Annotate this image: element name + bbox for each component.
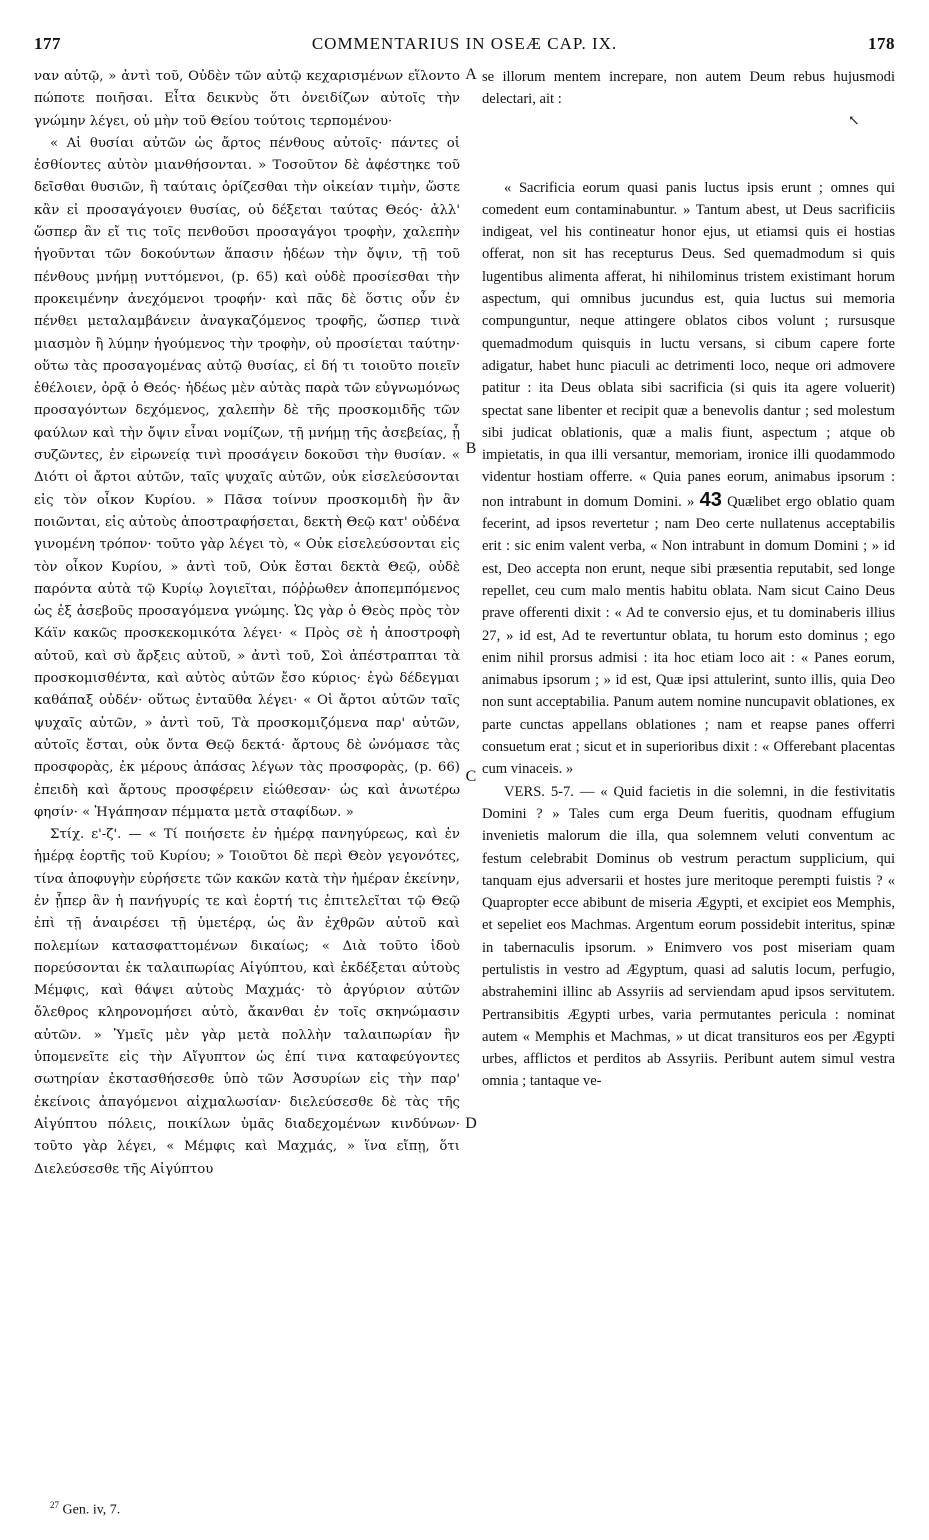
greek-paragraph-1: ναν αὐτῷ, » ἀντὶ τοῦ, Οὐδὲν τῶν αὐτῷ κεχαρισμένων εἵλοντο πώποτε ποιῆσαι. Εἶτα δεικνὺς ὅτι ὀνειδίζων αὐτοῖς τὴν γνώμην λέγει, οὐ μὴν τοῦ Θείου τούτοις τερπομένου· bbox=[34, 69, 460, 129]
greek-paragraph-2: « Αἱ θυσίαι αὐτῶν ὡς ἄρτος πένθους αὐτοῖς· πάντες οἱ ἐσθίοντες αὐτὸν μιανθήσονται. » Τοσοῦτον δὲ ἀφέστηκε τοῦ δεῖσθαι θυσιῶν, ἢ ταύταις ὁρίζεσθαι τὴν οἰκείαν τιμὴν, ὥστε κἂν εἰ προσαγάγοιεν θυσίας, οὐ δέξεται ταύτας Θεός· ἀλλ' ὥσπερ ἂν εἴ τις τοῖς πενθοῦσι προσαγάγοι τροφὴν, χαλεπὴν ἡγοῦνται τῶν δοκούντων ἅπασιν ἡδέων τὴν ὄψιν, τῇ τοῦ πένθους μνήμῃ νυττόμενοι, (p. 65) καὶ οὐδὲ προσίεσθαι τὴν προκειμένην ἀνεχόμενοι τροφήν· καὶ πᾶς δὲ ὅστις οὖν ἐν πένθει μεταλαμβάνειν ἀναγκαζόμενος τροφῆς, ὥσπερ τινὰ μιασμὸν ἢ λύμην ἡγούμενος τὴν τροφὴν, οὐ προσίεται ταύτην· οὕτω τὰς προσαγομένας αὐτῷ θυσίας, εἰ δή τι τοιοῦτο ποιεῖν ἐθέλοιεν, ὁρᾷ ὁ Θεός· ἡδέως μὲν αὐτὰς παρὰ τῶν εὐγνωμόνως προσαγόντων δεχόμενος, χαλεπὴν δὲ τῆς προσκομιδῆς τῶν φαύλων καὶ τὴν ὄψιν εἶναι νομίζων, τῇ μνήμῃ τῆς ἀσεβείας, ᾗ συζῶντες, ἐν εἰρωνείᾳ τινὶ προσάγειν δοκοῦσι τὴν θυσίαν. « Διότι οἱ ἄρτοι αὐτῶν, ταῖς ψυχαῖς αὐτῶν, οὐκ εἰσελεύσονται εἰς τὸν οἶκον Κυρίου. » Πᾶσα τοίνυν προσκομιδὴ ἣν ἂν ποιῶνται, εἰς αὐτοὺς ἀποστραφήσεται, δεκτὴ Θεῷ κατ' οὐδένα γινομένη τρόπον· τοῦτο γὰρ λέγει τὸ, « Οὐκ εἰσελεύσονται εἰς τὸν οἶκον Κυρίου, » ἀντὶ τοῦ, Οὐκ ἔσται δεκτὰ Θεῷ, οὐδὲ παρόντα αὐτὰ τῷ Κυρίῳ λογιεῖται, πόῤῥωθεν ἀποπεμπόμενος ὡς ἐξ ἀσεβοῦς προσαγόμενα γνώμης. Ὡς γὰρ ὁ Θεὸς πρὸς τὸν Κάϊν κακῶς προσκεκομικότα λέγει· « Πρὸς σὲ ἡ ἀποστροφὴ αὐτοῦ, καὶ σὺ ἄρξεις αὐτοῦ, » ἀντὶ τοῦ, Σοὶ ἀπέστραπται τὰ προσκομισθέντα, καὶ αὐτὸς αὐτῶν ἔσο κύριος· ἐγὼ δέδεγμαι καθάπαξ οὐδέν· οὕτως ἐνταῦθα λέγει· « Οἱ ἄρτοι αὐτῶν ταῖς ψυχαῖς αὐτῶν, » ἀντὶ τοῦ, Τὰ προσκομιζόμενα παρ' αὐτῶν, αὐτοῖς ἔσται, οὐκ ὄντα Θεῷ δεκτά· ἄρτους δὲ ὠνόμασε τὰς προσφορὰς, ἐκ μέρους ἁπάσας λέγων τὰς προσφορὰς, (p. 66) ἐπειδὴ καὶ ἄρτους προσφέρειν εἰώθεσαν· ὡς καὶ ἀνωτέρω φησίν· « Ἠγάπησαν πέμματα μετὰ σταφίδων. » bbox=[34, 135, 460, 820]
margin-marker-c: C bbox=[465, 768, 477, 785]
page-header bbox=[34, 34, 895, 58]
latin-paragraph-1-part-a: « Sacrificia eorum quasi panis luctus ipsis erunt ; omnes qui comedent eum contaminabuntur. » Tantum abest, ut Deus sacrificiis indigeat, vel his contineatur honor ejus, ut etiamsi quis ei hostias offerat, non sit has recepturus Deus. Sed quemadmodum si quis lugentibus alimenta afferat, hi nihilominus tristem existimant horum aspectum, qui omnibus jucundus est, quia luctus sui memoria compunguntur, neque attingere oblatos cibos volunt ; rursusque quemadmodum quisquis in luctu versans, si cibum capere forte adigatur, habet hunc piaculi ac detrimenti loco, neque ori admovere patitur : ita Deus oblata sibi sacrificia (si quis ita agere voluerit) spectat sane libenter et recipit quæ a benevolis dantur ; sed molestum sibi judicat oblationis, quæ a malis fiunt, aspectum ; atque ob impietatis, in qua illi versantur, memoriam, ironice illi quodammodo videntur hostiam offerre. « Quia panes eorum, animabus ipsorum : non intrabunt in domum Domini. » bbox=[482, 179, 895, 510]
running-title: COMMENTARIUS IN OSEÆ CAP. IX. bbox=[311, 34, 618, 53]
latin-intro: se illorum mentem increpare, non autem Deum rebus hujusmodi delectari, ait : bbox=[482, 69, 895, 108]
margin-marker-d: D bbox=[465, 1115, 477, 1132]
greek-column bbox=[34, 66, 460, 1486]
margin-mark-icon: ↖ bbox=[848, 114, 860, 129]
latin-paragraph-1-part-b: Quælibet ergo oblatio quam fecerint, ad ipsos revertetur ; nam Deo certe nullatenus acceptabilis erit : sic enim valent verba, « Non intrabunt in domum Domini ; » id est, Deo accepta non erunt, neque sibi præsentia reputabit, sed longe repellet, ceu cum malo mentis habitu oblata. Nam sicut Caino Deus prave offerenti dixit : « Ad te conversio ejus, et tu dominaberis illius 27, » id est, Ad te revertuntur oblata, tu horum esto dominus ; ego enim nihil prorsus admisi : ita hoc etiam loco ait : « Panes eorum, animabus ipsorum ; » id est, Quæ ipsi attulerint, sunto illis, quia Deo non sunt acceptabilia. Panum autem nomine nuncupavit oblationes, ex parte cunctas appellans oblationes ; nam et reapse panes offerri consuetum erat ; sicut et in superioribus dixit : « Offerebant placentas cum vinaceis. » bbox=[482, 493, 895, 778]
page-number-left: 177 bbox=[34, 34, 61, 53]
column-number: 43 bbox=[699, 488, 722, 511]
greek-paragraph-3: Στίχ. ε'-ζ'. — « Τί ποιήσετε ἐν ἡμέρᾳ πανηγύρεως, καὶ ἐν ἡμέρᾳ ἑορτῆς τοῦ Κυρίου; » Τοιοῦτοι δὲ περὶ Θεὸν γεγονότες, τίνα ἀποφυγὴν εὑρήσετε τῶν κακῶν κατὰ τὴν ἡμέραν ἐκείνην, ἐν ᾗπερ ἂν ἡ πανήγυρίς τε καὶ ἑορτή τις ἐπιτελεῖται τῷ Θεῷ ἐπὶ τῇ ἀναιρέσει τῇ ὑμετέρᾳ, ὡς ἂν ἐχθρῶν αὐτοῦ καὶ πολεμίων κατασφαττομένων δικαίως; « Διὰ τοῦτο ἰδοὺ πορεύσονται ἐκ ταλαιπωρίας Αἰγύπτου, καὶ ἐκδέξεται αὐτοὺς Μέμφις, καὶ θάψει αὐτοὺς Μαχμάς· τὸ ἀργύριον αὐτῶν ὄλεθρος κληρονομήσει αὐτὸ, ἄκανθαι ἐν τοῖς σκηνώμασιν αὐτῶν. » Ὑμεῖς μὲν γὰρ μετὰ πολλὴν ταλαιπωρίαν ἣν ὑπομενεῖτε εἰς τὴν Αἴγυπτον ὡς ἐπί τινα καταφεύγοντες σωτηρίαν ἐκστασθήσεσθε ὑπὸ τῶν Ἀσσυρίων εἰς τὴν παρ' ἐκείνοις ἀπαγόμενοι αἰχμαλωσίαν· διελεύσεσθε δὲ τὰς τῆς Αἰγύπτου πόλεις, ποικίλων ὑμᾶς διαδεχομένων κινδύνων· τοῦτο γὰρ λέγει, « Μέμφις καὶ Μαχμάς, » ἵνα εἴπῃ, ὅτι Διελεύσεσθε τῆς Αἰγύπτου bbox=[34, 827, 460, 1177]
margin-marker-b: B bbox=[465, 440, 477, 457]
latin-paragraph-2: VERS. 5-7. — « Quid facietis in die solemni, in die festivitatis Domini ? » Tales cum erga Deum fueritis, quodnam effugium invenietis malorum die illa, qua solemnem veluti conventum ac festum celebrabit Dominus ob vestrum peractum supplicium, qui tanquam ejus adversarii et hostes jure meritoque perempti fuistis ? « Quapropter ecce abibunt de miseria Ægypti, et excipiet eos Memphis, et sepeliet eos Machmas. Argentum eorum possidebit interitus, spinæ in tabernaculis ipsorum. » Enimvero vos post miseriam quam pertulistis in vestro ad Ægyptum, quasi ad salutis locum, perfugio, abstrahemini illinc ab Assyriis ad serviendam apud ipsos servitutem. Pertransibitis Ægypti urbes, varia permutantes pericula : nominat autem « Memphis et Machmas, » ut dicat transituros eos per Ægypti urbes, afflictos et perditos ab Assyriis. Peribunt autem simul vestra omnia ; tantaque ve- bbox=[482, 783, 895, 1090]
latin-paragraph-1 bbox=[482, 177, 895, 781]
footnote-text: Gen. iv, 7. bbox=[62, 1502, 121, 1518]
page-number-right: 178 bbox=[868, 34, 895, 53]
footnote-number: 27 bbox=[50, 1500, 59, 1510]
latin-column bbox=[482, 66, 895, 1486]
margin-marker-a: A bbox=[465, 66, 477, 83]
footnote bbox=[50, 1500, 120, 1519]
